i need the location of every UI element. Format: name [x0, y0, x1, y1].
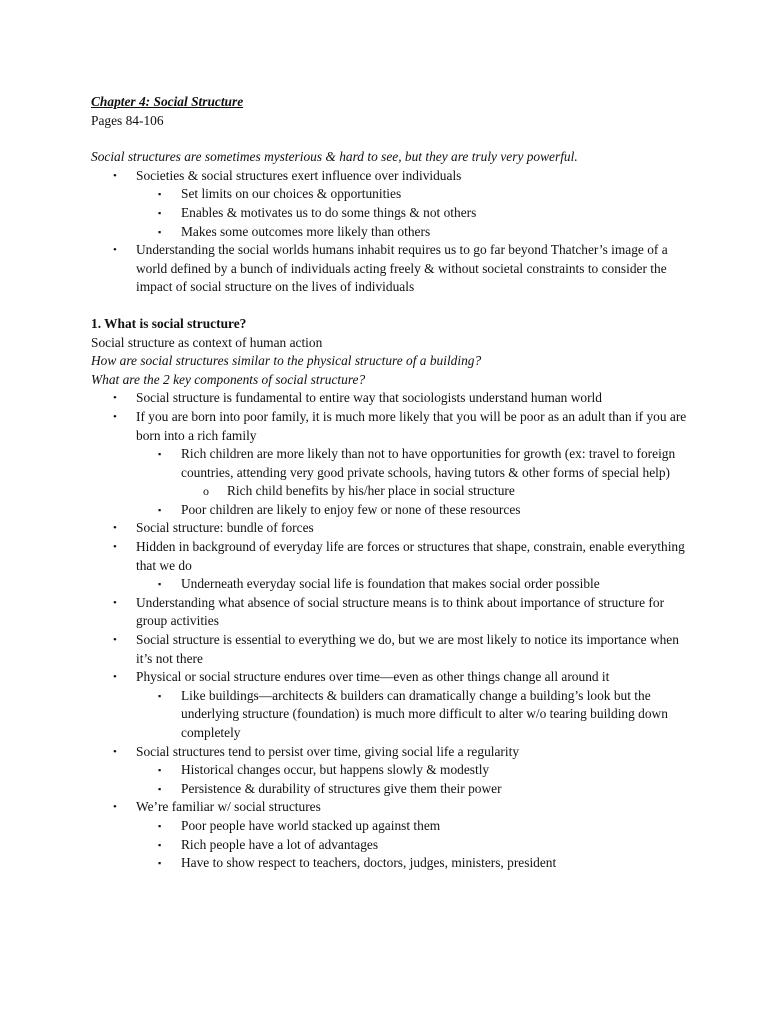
section-heading: 1. What is social structure? — [91, 315, 247, 331]
list-item: • Physical or social structure endures over time—even as other things change all around it — [91, 668, 691, 687]
square-bullet-icon: ▪ — [158, 226, 162, 237]
list-item: ▪ Rich children are more likely than not to have opportunities for growth (ex: travel to foreign countries, attending very good private schools, having tutors & other forms of special help) — [158, 446, 676, 480]
list-item: ▪ Rich people have a lot of advantages — [91, 836, 691, 855]
list-item: • If you are born into poor family, it is much more likely that you will be poor as an adult than if you are born into a rich family — [113, 408, 687, 443]
list-item: • Social structure is essential to everything we do, but we are most likely to notice its importance when it’s not there — [113, 632, 679, 666]
bullet-icon: • — [113, 169, 117, 182]
square-bullet-icon: ▪ — [158, 449, 162, 460]
page-range: Pages 84-106 — [91, 112, 164, 128]
bullet-icon: • — [113, 634, 117, 647]
list-item: ▪ Have to show respect to teachers, doctors, judges, ministers, president — [91, 854, 691, 873]
list-item: • Hidden in background of everyday life are forces or structures that shape, constrain, enable everything that we do — [113, 539, 685, 573]
square-bullet-icon: ▪ — [158, 189, 162, 200]
section-question: How are social structures similar to the physical structure of a building? — [91, 353, 482, 369]
list-item: • Social structures tend to persist over time, giving social life a regularity — [91, 743, 691, 762]
square-bullet-icon: ▪ — [158, 504, 162, 515]
bullet-icon: • — [113, 745, 117, 758]
list-item: ▪ Enables & motivates us to do some things & not others — [91, 204, 691, 223]
list-item: • Understanding what absence of social structure means is to think about importance of structure for group activities — [113, 594, 665, 629]
square-bullet-icon: ▪ — [158, 765, 162, 776]
spacer — [91, 297, 691, 315]
circle-bullet-icon: o — [203, 484, 209, 499]
square-bullet-icon: ▪ — [158, 690, 162, 701]
square-bullet-icon: ▪ — [158, 783, 162, 794]
list-item: ▪ Makes some outcomes more likely than others — [91, 223, 691, 242]
square-bullet-icon: ▪ — [158, 858, 162, 869]
section-subtitle: Social structure as context of human action — [91, 334, 323, 350]
bullet-icon: • — [113, 522, 117, 535]
chapter-title: Chapter 4: Social Structure — [91, 94, 244, 109]
list-item: ▪ Set limits on our choices & opportunities — [91, 185, 691, 204]
bullet-icon: • — [113, 392, 117, 405]
list-item: ▪ Poor people have world stacked up against them — [91, 817, 691, 836]
list-item: • Social structure: bundle of forces — [91, 519, 691, 538]
list-item: • Understanding the social worlds humans inhabit requires us to go far beyond Thatcher’s image of a world defined by a bunch of individuals acting freely & without societal constraints to consider the impact of social structure on the lives of individuals — [113, 242, 668, 295]
bullet-icon: • — [113, 801, 117, 814]
square-bullet-icon: ▪ — [158, 820, 162, 831]
bullet-icon: • — [113, 244, 117, 257]
spacer — [91, 130, 691, 148]
list-item: ▪ Historical changes occur, but happens slowly & modestly — [91, 761, 691, 780]
list-item: o Rich child benefits by his/her place in social structure — [91, 482, 691, 501]
square-bullet-icon: ▪ — [158, 579, 162, 590]
bullet-icon: • — [113, 541, 117, 554]
section-question: What are the 2 key components of social structure? — [91, 371, 366, 387]
square-bullet-icon: ▪ — [158, 207, 162, 218]
bullet-icon: • — [113, 596, 117, 609]
square-bullet-icon: ▪ — [158, 839, 162, 850]
document-body — [91, 93, 691, 873]
list-item: ▪ Underneath everyday social life is foundation that makes social order possible — [91, 575, 691, 594]
list-item: • Societies & social structures exert influence over individuals — [91, 167, 691, 186]
list-item: • We’re familiar w/ social structures — [91, 798, 691, 817]
list-item: • Social structure is fundamental to entire way that sociologists understand human world — [91, 389, 691, 408]
intro-lead: Social structures are sometimes mysterious & hard to see, but they are truly very powerful. — [91, 149, 578, 165]
bullet-icon: • — [113, 410, 117, 423]
list-item: ▪ Like buildings—architects & builders can dramatically change a building’s look but the underlying structure (foundation) is much more difficult to alter w/o tearing building down completely — [158, 687, 668, 740]
bullet-icon: • — [113, 671, 117, 684]
list-item: ▪ Persistence & durability of structures give them their power — [91, 780, 691, 799]
list-item: ▪ Poor children are likely to enjoy few or none of these resources — [91, 501, 691, 520]
